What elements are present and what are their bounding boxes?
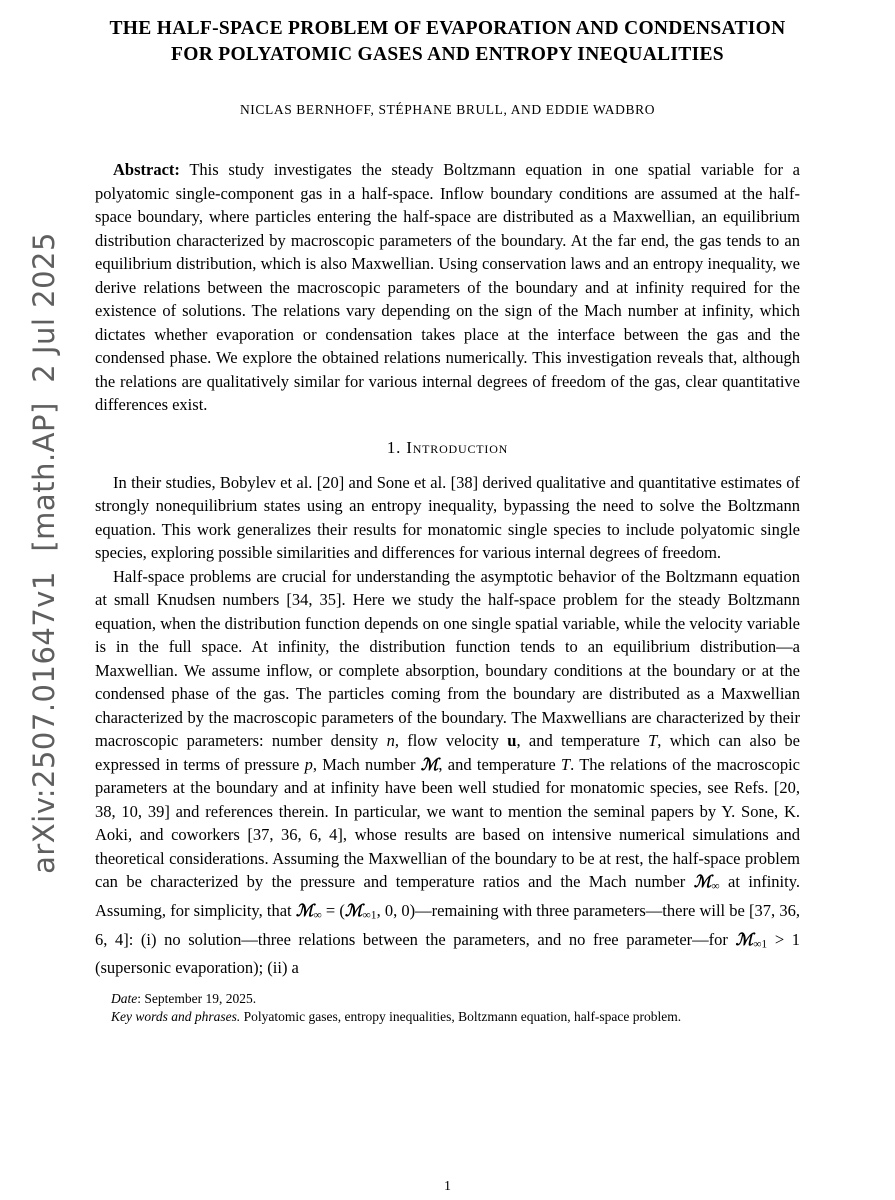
paper-content xyxy=(95,16,800,1027)
footnote-keywords: Key words and phrases. Polyatomic gases, entropy inequalities, Boltzmann equation, half-space problem. xyxy=(111,1009,682,1025)
abstract-paragraph: Abstract: This study investigates the steady Boltzmann equation in one spatial variable for a polyatomic single-component gas in a half-space. Inflow boundary conditions are assumed at the half-space boundary, where particles entering the half-space are distributed as a Maxwellian, an equilibrium distribution characterized by macroscopic parameters of the boundary. At the far end, the gas tends to an equilibrium distribution, which is also Maxwellian. Using conservation laws and an entropy inequality, we derive relations between the macroscopic parameters of the boundary and at infinity required for the existence of solutions. The relations vary depending on the sign of the Mach number at infinity, which dictates whether evaporation or condensation takes place at the interface between the gas and the condensed phase. We explore the obtained relations numerically. This investigation reveals that, although the relations are qualitatively similar for various internal degrees of freedom of the gas, clear quantitative differences exist. xyxy=(95,160,800,414)
paper-title: THE HALF-SPACE PROBLEM OF EVAPORATION AND CONDENSATION FOR POLYATOMIC GASES AND ENTROPY INEQUALITIES xyxy=(109,18,786,65)
paper-authors: NICLAS BERNHOFF, STÉPHANE BRULL, AND EDDIE WADBRO xyxy=(239,102,656,117)
intro-paragraph-2: Half-space problems are crucial for understanding the asymptotic behavior of the Boltzmann equation at small Knudsen numbers [34, 35]. Here we study the half-space problem for the steady Boltzmann equation, when the distribution function depends on one single spatial variable, while the velocity variable is in the full space. At infinity, the distribution function tends to an equilibrium distribution—a Maxwellian. We assume inflow, or complete absorption, boundary conditions at the boundary or at the condensed phase of the gas. The particles coming from the boundary are distributed as a Maxwellian characterized by the macroscopic parameters of the boundary. The Maxwellians are characterized by their macroscopic parameters: number density n, flow velocity u, and temperature T, which can also be expressed in terms of pressure p, Mach number ℳ, and temperature T. The relations of the macroscopic parameters at the boundary and at infinity have been well studied for monatomic species, see Refs. [20, 38, 10, 39] and references therein. In particular, we want to mention the seminal papers by Y. Sone, K. Aoki, and coworkers [37, 36, 6, 4], whose results are based on intensive numerical simulations and theoretical considerations. Assuming the Maxwellian of the boundary to be at rest, the half-space problem can be characterized by the pressure and temperature ratios and the Mach number ℳ∞ at infinity. Assuming, for simplicity, that ℳ∞ = (ℳ∞1, 0, 0)—remaining with three parameters—there will be [37, 36, 6, 4]: (i) no solution—three relations between the parameters, and no free parameter—for ℳ∞1 > 1 (supersonic evaporation); (ii) a xyxy=(95,566,800,978)
footnotes xyxy=(95,990,800,1027)
footnote-date: Date: September 19, 2025. xyxy=(111,990,257,1006)
intro-paragraph-1: In their studies, Bobylev et al. [20] and Sone et al. [38] derived qualitative and quantitative estimates of strongly nonequilibrium states using an entropy inequality, bypassing the need to solve the Boltzmann equation. This work generalizes their results for monatomic single species to include polyatomic single species, exploring possible similarities and differences for various internal degrees of freedom. xyxy=(95,472,800,562)
arxiv-watermark: arXiv:2507.01647v1 [math.AP] 2 Jul 2025 xyxy=(27,232,61,874)
section-heading-introduction: 1. Introduction xyxy=(386,437,509,457)
page-number: 1 xyxy=(444,1179,451,1194)
